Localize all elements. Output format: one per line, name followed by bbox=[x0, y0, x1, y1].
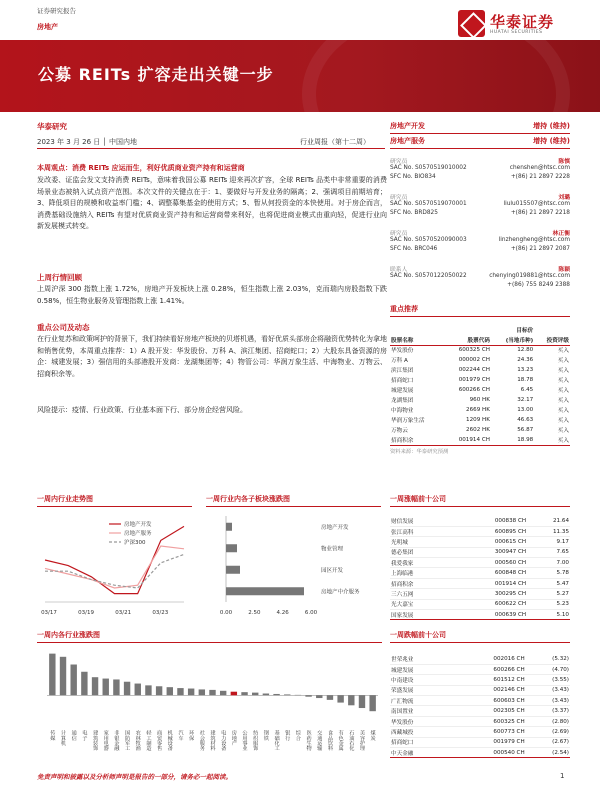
bar bbox=[226, 566, 240, 574]
rating-row bbox=[390, 121, 570, 133]
table-cell: 光明城 bbox=[391, 539, 408, 546]
table-cell: 龙湖集团 bbox=[391, 398, 414, 404]
analyst-name: 林正衡 bbox=[552, 231, 570, 237]
analyst-sfc: SFC No. BRC046 bbox=[390, 246, 438, 252]
table-cell: 买入 bbox=[557, 428, 569, 434]
col-header: 股票名称 bbox=[391, 337, 414, 344]
gainers-title: 一周涨幅前十公司 bbox=[390, 495, 446, 503]
table-row bbox=[390, 345, 570, 355]
category-label: 计算机 bbox=[60, 730, 67, 746]
col-header: 投资评级 bbox=[546, 337, 569, 344]
table-row bbox=[390, 516, 570, 526]
summary-body: 发改委、证监会发文支持消费 REITs，意味着我国公募 REITs 迎来再次扩容，全球 REITs 品类中非常重要的消费场景业态被纳入试点资产范围。本次文件的关键点在于：1、要做好与开发业务的隔离；2、强调项目前期培育；3、降低项目的规模和收益率门槛；4、调整募集基金的使用方式；5、暂从何投资金的本快使用。对于房企而言，消费基础设施纳入 REITs 有望对优质商业资产持有和运营商带来利好，也将促进商业模式由重向轻，促进行业向新发展模式转变。 bbox=[37, 176, 387, 231]
bar bbox=[49, 654, 55, 696]
category-label: 建筑装饰 bbox=[92, 730, 99, 751]
table-row bbox=[390, 558, 570, 568]
analyst-phone: +(86) 21 2897 2228 bbox=[510, 174, 570, 180]
table-cell: 000002 CH bbox=[458, 357, 490, 363]
category-label: 钢铁 bbox=[262, 730, 269, 741]
table-cell: 三六五网 bbox=[391, 591, 414, 598]
table-cell: 中海物业 bbox=[391, 408, 414, 414]
series-line bbox=[45, 546, 184, 588]
table-cell: 600325 CH bbox=[458, 347, 490, 354]
bar bbox=[124, 682, 130, 696]
category-label: 通信 bbox=[70, 730, 77, 741]
table-row bbox=[390, 355, 570, 365]
table-cell: 买入 bbox=[557, 358, 569, 364]
bar bbox=[167, 687, 173, 695]
table-cell: 2602 HK bbox=[466, 427, 490, 433]
table-cell: 24.36 bbox=[517, 357, 534, 363]
table-cell: 上海临港 bbox=[391, 571, 414, 578]
bar bbox=[348, 695, 354, 705]
table-cell: 买入 bbox=[557, 388, 569, 394]
x-tick-label: 6.00 bbox=[304, 610, 318, 616]
rating-row bbox=[390, 136, 570, 148]
table-cell: 001979 CH bbox=[493, 739, 525, 746]
table-cell: 002016 CH bbox=[493, 655, 525, 662]
table-cell: 万物云 bbox=[391, 428, 408, 434]
table-row bbox=[390, 537, 570, 547]
table-cell: 56.87 bbox=[517, 427, 534, 433]
table-cell: 招商积余 bbox=[391, 437, 414, 444]
table-cell: 德必集团 bbox=[391, 550, 414, 557]
table-cell: 滨江集团 bbox=[391, 368, 414, 374]
table-cell: 招商积余 bbox=[391, 581, 414, 588]
analyst-role: 研究员 bbox=[390, 159, 408, 165]
table-cell: 600266 CH bbox=[458, 387, 490, 393]
date-line: 2023 年 3 月 26 日 │ 中国内地 bbox=[37, 138, 137, 146]
table-cell: 买入 bbox=[557, 398, 569, 404]
analyst-phone: +(86) 21 2897 2218 bbox=[510, 210, 570, 216]
table-cell: 5.10 bbox=[556, 611, 569, 618]
category-label: 房地产 bbox=[230, 730, 237, 746]
category-label: 房地产开发 bbox=[321, 524, 349, 531]
table-cell: 46.63 bbox=[517, 417, 534, 423]
table-cell: 财信发展 bbox=[391, 518, 414, 525]
table-cell: 600622 CH bbox=[494, 601, 527, 608]
top-label: 证券研究报告 bbox=[37, 7, 76, 15]
bar bbox=[263, 694, 269, 696]
category-label: 公用事业 bbox=[241, 730, 248, 751]
analyst-card bbox=[390, 156, 570, 186]
bar bbox=[284, 694, 290, 695]
analyst-role: 联系人 bbox=[390, 267, 408, 273]
analyst-name: 陈慎 bbox=[558, 159, 570, 165]
bar bbox=[327, 695, 333, 700]
table-row bbox=[390, 654, 570, 664]
bar bbox=[316, 695, 322, 698]
col-header: (当地币种) bbox=[505, 337, 534, 344]
table-row bbox=[390, 696, 570, 706]
bar bbox=[273, 694, 279, 695]
category-label: 房地产中介服务 bbox=[321, 589, 360, 596]
table-row bbox=[390, 748, 570, 758]
table-cell: 华润万象生活 bbox=[391, 418, 425, 424]
page-number: 1 bbox=[560, 772, 565, 780]
analyst-email[interactable]: linzhengheng@htsc.com bbox=[498, 237, 570, 243]
category-label: 电子 bbox=[81, 730, 88, 741]
chart-title: 一周内行业走势图 bbox=[37, 495, 93, 503]
table-row bbox=[390, 365, 570, 375]
analyst-role: 研究员 bbox=[390, 231, 408, 237]
table-cell: 002305 CH bbox=[493, 708, 525, 715]
table-cell: 华发股份 bbox=[391, 348, 414, 355]
table-cell: 南国置业 bbox=[391, 709, 414, 716]
chart-title: 一周行业内各子板块涨跌图 bbox=[206, 495, 290, 503]
table-cell: 买入 bbox=[557, 378, 569, 384]
category-label: 综合 bbox=[294, 730, 301, 741]
subsector-bar-chart bbox=[206, 510, 381, 620]
table-cell: 城建发展 bbox=[391, 388, 414, 394]
series-line bbox=[45, 554, 184, 588]
bar bbox=[252, 693, 258, 696]
table-row bbox=[390, 737, 570, 747]
market-body: 上周沪深 300 指数上涨 1.72%，房地产开发板块上涨 0.28%，恒生指数上涨 2.03%，克而瑞内房股指数下跌 0.58%，恒生物业服务及管理指数上涨 1.41%。 bbox=[37, 285, 387, 305]
logo-mark-icon bbox=[458, 10, 485, 37]
company-logo bbox=[458, 10, 568, 40]
bar bbox=[226, 587, 304, 595]
table-cell: (5.32) bbox=[552, 655, 569, 662]
table-row bbox=[390, 599, 570, 609]
x-tick-label: 03/23 bbox=[152, 610, 169, 616]
category-label: 国防军工 bbox=[124, 730, 131, 751]
report-type: 行业周报（第十二周） bbox=[300, 138, 370, 146]
analyst-email[interactable]: liulu015507@htsc.com bbox=[503, 201, 570, 207]
analyst-name: 陈颖 bbox=[558, 267, 570, 273]
industry-bar-chart bbox=[37, 646, 382, 766]
rating-box bbox=[390, 121, 570, 151]
analyst-email[interactable]: chenshen@htsc.com bbox=[509, 165, 570, 171]
table-cell: (2.69) bbox=[552, 728, 569, 735]
bar bbox=[369, 695, 375, 711]
table-row bbox=[390, 727, 570, 737]
category-label: 非银金融 bbox=[113, 730, 120, 751]
rating-value: 增持 (维持) bbox=[533, 137, 570, 145]
table-cell: (2.67) bbox=[552, 739, 569, 746]
bar bbox=[241, 692, 247, 695]
bar bbox=[359, 695, 365, 708]
category-label: 交通运输 bbox=[316, 730, 323, 751]
table-cell: (3.55) bbox=[552, 676, 569, 683]
category-label: 物业管理 bbox=[321, 546, 344, 553]
recommend-source: 资料来源：华泰研究预测 bbox=[390, 449, 449, 455]
table-row bbox=[390, 405, 570, 415]
table-cell: 600603 CH bbox=[493, 697, 525, 704]
table-cell: 7.00 bbox=[556, 559, 569, 566]
table-row bbox=[390, 526, 570, 536]
table-cell: 601512 CH bbox=[493, 676, 525, 683]
table-cell: (2.54) bbox=[552, 749, 569, 756]
x-tick-label: 0.00 bbox=[219, 610, 233, 616]
table-cell: (3.43) bbox=[552, 687, 569, 694]
gainers-table bbox=[390, 516, 570, 620]
bar bbox=[145, 685, 151, 695]
recommend-title: 重点推荐 bbox=[390, 305, 418, 313]
bar bbox=[199, 689, 205, 695]
category-label: 环保 bbox=[188, 730, 195, 741]
table-cell: 11.35 bbox=[552, 528, 569, 535]
bar bbox=[295, 695, 301, 696]
table-cell: 5.78 bbox=[556, 570, 569, 577]
x-tick-label: 03/17 bbox=[41, 610, 57, 616]
logo-text-cn: 华泰证券 bbox=[490, 13, 555, 31]
col-header: 目标价 bbox=[516, 328, 534, 334]
table-cell: 001979 CH bbox=[458, 377, 490, 383]
category-label: 轻工制造 bbox=[145, 730, 152, 751]
category-label: 商贸零售 bbox=[156, 730, 163, 751]
category-label: 医药生物 bbox=[305, 730, 312, 751]
x-tick-label: 2.50 bbox=[248, 610, 261, 616]
table-row bbox=[390, 685, 570, 695]
table-cell: 万科 A bbox=[391, 358, 408, 364]
table-cell: 城建发展 bbox=[391, 667, 414, 674]
category-label: 建筑材料 bbox=[209, 730, 216, 751]
table-cell: 600895 CH bbox=[494, 528, 527, 535]
sector-tag: 房地产 bbox=[37, 23, 58, 31]
bar bbox=[305, 695, 311, 696]
table-cell: 001914 CH bbox=[494, 580, 527, 587]
col-header: 股票代码 bbox=[467, 337, 490, 344]
table-cell: 600266 CH bbox=[493, 666, 525, 673]
table-cell: 国家发展 bbox=[391, 612, 414, 619]
category-label: 电力设备 bbox=[220, 730, 227, 751]
category-label: 煤炭 bbox=[369, 730, 376, 741]
table-row bbox=[390, 375, 570, 385]
table-cell: 13.23 bbox=[517, 367, 534, 373]
category-label: 基础化工 bbox=[273, 730, 280, 751]
category-label: 社会服务 bbox=[198, 730, 205, 751]
table-cell: 买入 bbox=[557, 437, 569, 444]
table-cell: 广汇物流 bbox=[391, 698, 414, 705]
table-cell: 中天金融 bbox=[391, 750, 414, 757]
table-cell: 32.17 bbox=[517, 397, 534, 403]
bar bbox=[188, 689, 194, 696]
table-cell: 000615 CH bbox=[494, 538, 527, 545]
x-tick-label: 03/21 bbox=[115, 610, 132, 616]
table-cell: 21.64 bbox=[552, 517, 569, 524]
bar bbox=[226, 544, 237, 552]
disclaimer-note: 免责声明和披露以及分析师声明是报告的一部分，请务必一起阅读。 bbox=[37, 773, 232, 781]
table-cell: 荣盛发展 bbox=[391, 688, 414, 695]
legend-label: 房地产开发 bbox=[124, 522, 152, 528]
table-cell: 300295 CH bbox=[494, 590, 527, 597]
bar bbox=[337, 695, 343, 702]
table-cell: 买入 bbox=[557, 408, 569, 414]
table-cell: 6.45 bbox=[520, 387, 534, 393]
bar bbox=[209, 690, 215, 695]
table-cell: 18.78 bbox=[517, 377, 534, 383]
losers-table bbox=[390, 654, 570, 758]
analyst-sac: SAC No. S0570519010002 bbox=[390, 165, 467, 171]
divider bbox=[37, 148, 385, 149]
table-row bbox=[390, 610, 570, 620]
table-cell: 960 HK bbox=[469, 397, 490, 403]
logo-text-en: HUATAI SECURITIES bbox=[490, 30, 543, 35]
bar bbox=[220, 691, 226, 696]
category-label: 园区开发 bbox=[321, 567, 344, 574]
category-label: 家用电器 bbox=[102, 730, 109, 751]
table-cell: (2.80) bbox=[552, 718, 569, 725]
category-label: 食品饮料 bbox=[326, 730, 333, 751]
analyst-sfc: SFC No. BIO834 bbox=[390, 174, 436, 180]
bar bbox=[231, 692, 237, 696]
table-cell: 18.98 bbox=[517, 436, 534, 443]
x-tick-label: 4.26 bbox=[276, 610, 289, 616]
analyst-sac: SAC No. S0570520090003 bbox=[390, 237, 467, 243]
table-cell: 12.80 bbox=[517, 347, 534, 354]
losers-title: 一周跌幅前十公司 bbox=[390, 631, 446, 639]
table-row bbox=[390, 435, 570, 445]
bar bbox=[103, 679, 109, 696]
table-cell: 002146 CH bbox=[493, 687, 525, 694]
legend-label: 房地产服务 bbox=[124, 531, 152, 537]
analyst-sac: SAC No. S0570122050022 bbox=[390, 273, 467, 279]
recommend-table bbox=[390, 325, 570, 446]
analyst-card bbox=[390, 264, 570, 294]
category-label: 机械设备 bbox=[166, 730, 173, 751]
analyst-phone: +(86) 755 8249 2388 bbox=[507, 282, 570, 288]
table-row bbox=[390, 589, 570, 599]
table-row bbox=[390, 706, 570, 716]
x-tick-label: 03/19 bbox=[78, 610, 95, 616]
bar bbox=[135, 684, 141, 696]
bar bbox=[177, 688, 183, 695]
table-cell: 买入 bbox=[557, 348, 569, 355]
chart-title: 一周内各行业涨跌图 bbox=[37, 631, 100, 639]
table-cell: 中南建设 bbox=[391, 677, 414, 684]
table-cell: 西藏城投 bbox=[391, 729, 414, 736]
focus-body: 在行业复苏和政策呵护的背景下，我们持续看好房地产板块的贝塔机遇，看好优质头部房企将融资优势转化为拿地和销售优势，本周重点推荐：1）A 股开发：华发股份、万科 A、滨江集团、招商蛇口；2）大股东具备资源的房企：城建发展；3）强信用的头部港股开发商：龙湖集团等；4）物管公司：华润万象生活、中海物业、万物云、招商积余等。 bbox=[37, 335, 387, 378]
table-cell: 招商蛇口 bbox=[391, 378, 414, 384]
category-label: 石油石化 bbox=[348, 730, 355, 751]
table-row bbox=[390, 547, 570, 557]
analyst-card bbox=[390, 228, 570, 258]
table-row bbox=[390, 395, 570, 405]
table-cell: 600848 CH bbox=[494, 570, 527, 577]
table-row bbox=[390, 415, 570, 425]
table-row bbox=[390, 664, 570, 674]
rating-value: 增持 (维持) bbox=[533, 122, 570, 130]
table-cell: (4.70) bbox=[552, 666, 569, 673]
industry-trend-chart bbox=[37, 510, 192, 620]
table-cell: 000639 CH bbox=[494, 611, 527, 618]
table-cell: 1209 HK bbox=[466, 417, 490, 423]
category-label: 农林牧渔 bbox=[134, 730, 141, 751]
table-row bbox=[390, 568, 570, 578]
table-cell: 5.47 bbox=[556, 580, 569, 587]
table-cell: 买入 bbox=[557, 418, 569, 424]
category-label: 银行 bbox=[284, 730, 291, 741]
rating-sector: 房地产服务 bbox=[390, 137, 425, 145]
rating-sector: 房地产开发 bbox=[390, 122, 425, 130]
table-cell: 000560 CH bbox=[494, 559, 527, 566]
table-cell: 张江高科 bbox=[391, 529, 414, 536]
bar bbox=[156, 686, 162, 695]
bar bbox=[70, 665, 76, 696]
table-cell: 2669 HK bbox=[466, 407, 490, 413]
research-label: 华泰研究 bbox=[37, 122, 67, 131]
bar bbox=[81, 672, 87, 696]
category-label: 有色金属 bbox=[337, 730, 344, 751]
category-label: 纺织服饰 bbox=[252, 730, 259, 751]
analyst-sfc: SFC No. BRD825 bbox=[390, 210, 438, 216]
table-cell: (3.37) bbox=[552, 708, 569, 715]
report-title: 公募 REITs 扩容走出关键一步 bbox=[38, 65, 274, 84]
bar bbox=[60, 657, 66, 696]
table-cell: 002244 CH bbox=[458, 367, 490, 373]
analyst-card bbox=[390, 192, 570, 222]
analyst-role: 研究员 bbox=[390, 195, 408, 201]
bar bbox=[113, 679, 119, 695]
analyst-phone: +(86) 21 2897 2087 bbox=[510, 246, 570, 252]
table-cell: 001914 CH bbox=[458, 436, 490, 443]
table-cell: 9.17 bbox=[556, 538, 569, 545]
table-row bbox=[390, 385, 570, 395]
market-title: 上周行情回顾 bbox=[37, 273, 82, 282]
table-cell: 5.27 bbox=[556, 590, 569, 597]
table-row bbox=[390, 716, 570, 726]
table-cell: 7.65 bbox=[556, 549, 569, 556]
table-cell: 600325 CH bbox=[493, 718, 525, 725]
category-label: 汽车 bbox=[177, 730, 184, 741]
risk-body: 风险提示：疫情、行业政策、行业基本面下行、部分房企经营风险。 bbox=[37, 406, 247, 414]
table-cell: 000540 CH bbox=[493, 749, 525, 756]
table-cell: 招商蛇口 bbox=[391, 740, 414, 747]
table-row bbox=[390, 578, 570, 588]
summary-lead: 本周观点：消费 REITs 应运而生，利好优质商业资产持有和运营商 bbox=[37, 164, 245, 172]
table-cell: 光大嘉宝 bbox=[391, 602, 414, 609]
table-cell: 300947 CH bbox=[494, 549, 527, 556]
bar bbox=[226, 523, 232, 531]
table-cell: 5.23 bbox=[556, 601, 569, 608]
analyst-sac: SAC No. S0570519070001 bbox=[390, 201, 467, 207]
table-row bbox=[390, 675, 570, 685]
table-cell: (3.43) bbox=[552, 697, 569, 704]
table-cell: 买入 bbox=[557, 368, 569, 374]
table-cell: 000838 CH bbox=[494, 517, 527, 524]
bar bbox=[92, 677, 98, 695]
table-cell: 13.00 bbox=[517, 407, 534, 413]
table-cell: 我爱我家 bbox=[391, 560, 414, 567]
analyst-email[interactable]: chenying019881@htsc.com bbox=[489, 273, 570, 279]
table-cell: 世荣兆业 bbox=[391, 656, 414, 663]
table-cell: 600773 CH bbox=[493, 728, 525, 735]
focus-title: 重点公司及动态 bbox=[37, 323, 90, 332]
category-label: 传媒 bbox=[49, 730, 56, 741]
series-line bbox=[45, 526, 184, 593]
table-row bbox=[390, 425, 570, 435]
analyst-name: 刘璐 bbox=[558, 195, 570, 201]
legend-label: 沪深300 bbox=[124, 540, 146, 546]
category-label: 美容护理 bbox=[358, 730, 365, 751]
table-cell: 华发股份 bbox=[391, 719, 414, 726]
